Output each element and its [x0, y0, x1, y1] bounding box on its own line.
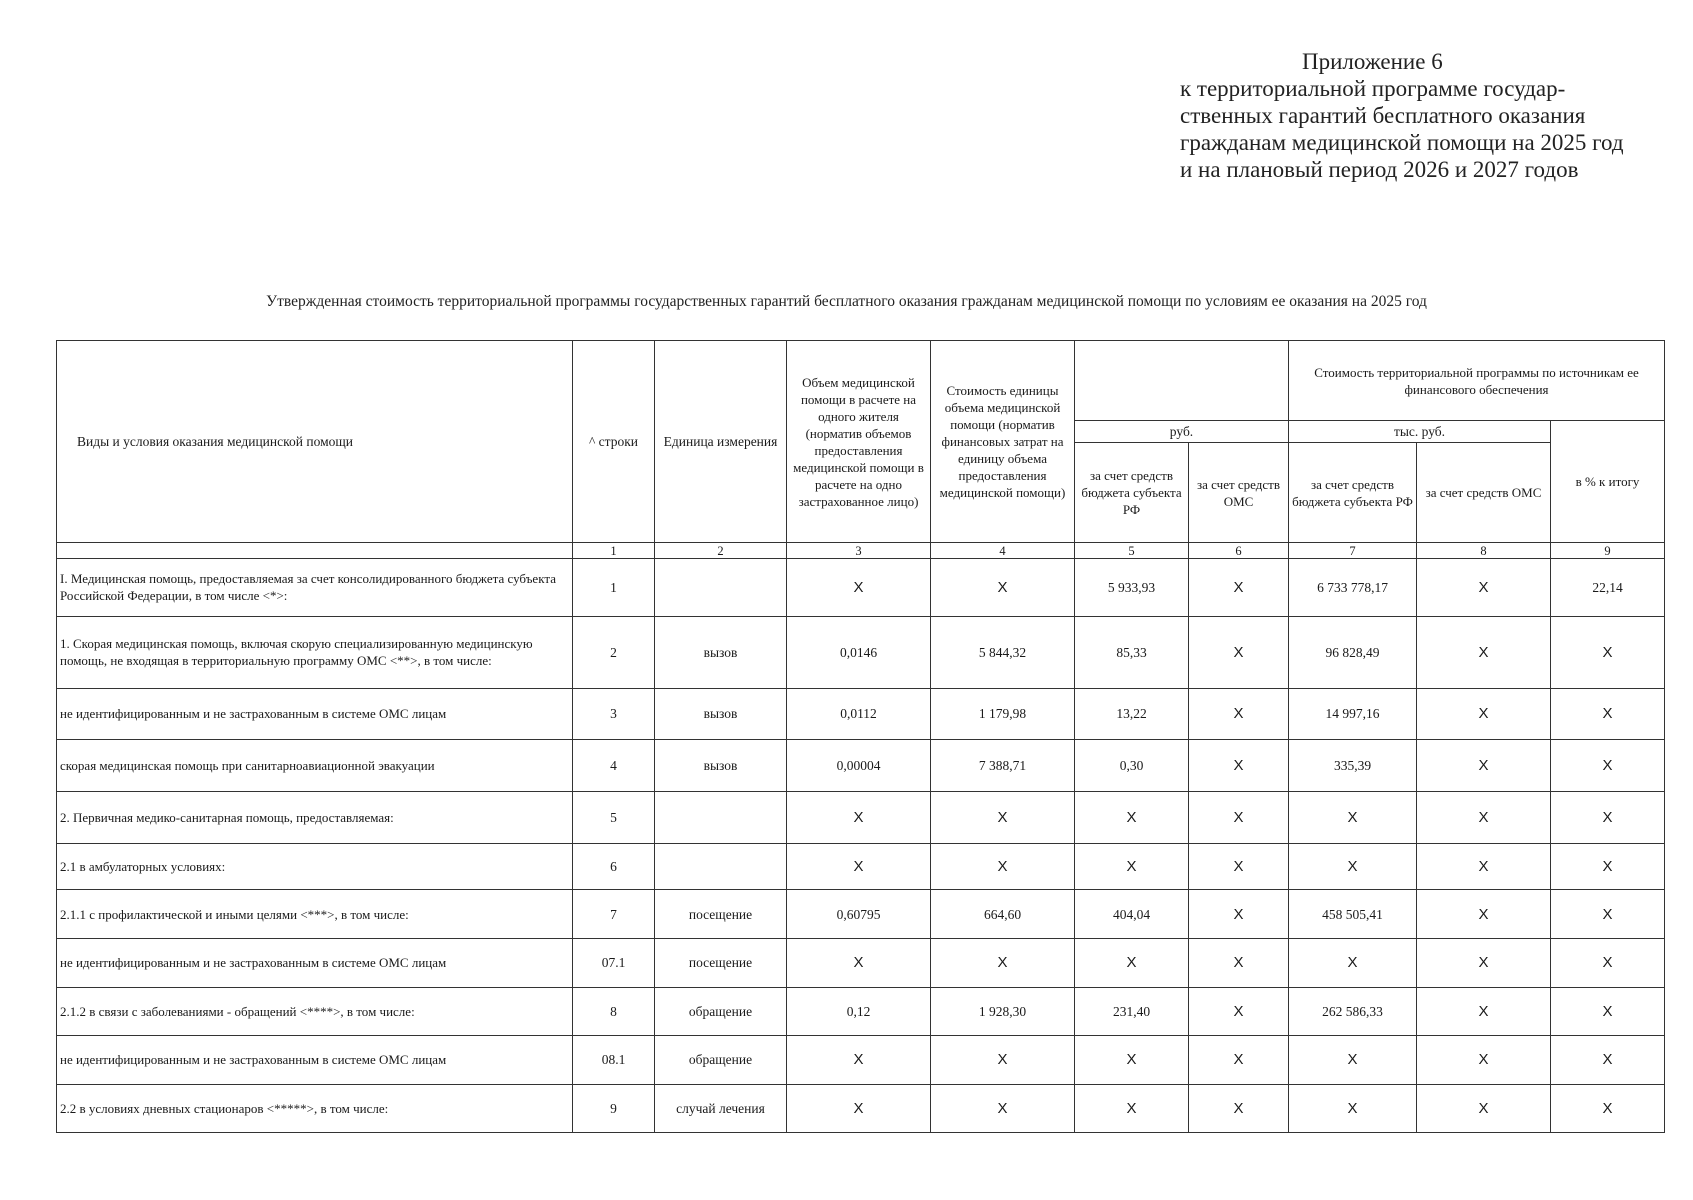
- row-number: 5: [573, 792, 655, 844]
- column-number: 3: [787, 543, 931, 559]
- row-name: 1. Скорая медицинская помощь, включая скорую специализированную медицинскую помощь, не входящая в территориальную программу ОМС <**>, в том числе:: [57, 616, 573, 689]
- row-volume: X: [787, 1084, 931, 1133]
- row-name: не идентифицированным и не застрахованным в системе ОМС лицам: [57, 689, 573, 739]
- row-col7: 335,39: [1289, 739, 1417, 791]
- column-number: [57, 543, 573, 559]
- row-col9: X: [1551, 939, 1665, 987]
- row-col8: X: [1417, 1036, 1551, 1084]
- row-col9: 22,14: [1551, 559, 1665, 617]
- row-col8: X: [1417, 939, 1551, 987]
- row-col6: X: [1189, 616, 1289, 689]
- row-col8: X: [1417, 739, 1551, 791]
- row-col6: X: [1189, 559, 1289, 617]
- row-col7: 96 828,49: [1289, 616, 1417, 689]
- row-col9: X: [1551, 889, 1665, 938]
- row-col9: X: [1551, 616, 1665, 689]
- row-col5: 231,40: [1075, 987, 1189, 1035]
- row-unit-cost: X: [931, 1084, 1075, 1133]
- header-thous-rub: тыс. руб.: [1289, 421, 1551, 443]
- appendix-line: ственных гарантий бесплатного оказания: [1180, 103, 1586, 128]
- row-col8: X: [1417, 616, 1551, 689]
- header-kinds: Виды и условия оказания медицинской помощи: [57, 341, 573, 543]
- row-col6: X: [1189, 739, 1289, 791]
- row-number: 8: [573, 987, 655, 1035]
- row-col9: X: [1551, 792, 1665, 844]
- row-number: 2: [573, 616, 655, 689]
- appendix-block: [1180, 48, 1660, 183]
- row-number: 4: [573, 739, 655, 791]
- row-col7: 14 997,16: [1289, 689, 1417, 739]
- row-col9: X: [1551, 689, 1665, 739]
- table-row: [57, 792, 1665, 844]
- row-col8: X: [1417, 987, 1551, 1035]
- row-col6: X: [1189, 689, 1289, 739]
- appendix-line: и на плановый период 2026 и 2027 годов: [1180, 157, 1579, 182]
- row-col8: X: [1417, 1084, 1551, 1133]
- row-unit: обращение: [655, 1036, 787, 1084]
- row-col8: X: [1417, 559, 1551, 617]
- row-col7: 262 586,33: [1289, 987, 1417, 1035]
- row-name: скорая медицинская помощь при санитарноавиационной эвакуации: [57, 739, 573, 791]
- row-unit-cost: X: [931, 792, 1075, 844]
- row-unit-cost: 1 179,98: [931, 689, 1075, 739]
- row-number: 9: [573, 1084, 655, 1133]
- row-volume: X: [787, 792, 931, 844]
- table-row: [57, 689, 1665, 739]
- header-rub: руб.: [1075, 421, 1289, 443]
- cost-table: [56, 340, 1665, 1133]
- header-per-capita: [1075, 341, 1289, 421]
- header-col8: за счет средств ОМС: [1417, 443, 1551, 543]
- row-name: не идентифицированным и не застрахованным в системе ОМС лицам: [57, 1036, 573, 1084]
- row-col7: X: [1289, 939, 1417, 987]
- table-row: [57, 889, 1665, 938]
- row-col6: X: [1189, 844, 1289, 889]
- row-col7: X: [1289, 1036, 1417, 1084]
- row-unit-cost: X: [931, 939, 1075, 987]
- row-unit: обращение: [655, 987, 787, 1035]
- row-volume: 0,12: [787, 987, 931, 1035]
- column-number: 6: [1189, 543, 1289, 559]
- row-unit-cost: 7 388,71: [931, 739, 1075, 791]
- column-number: 2: [655, 543, 787, 559]
- row-col6: X: [1189, 987, 1289, 1035]
- row-unit: вызов: [655, 616, 787, 689]
- header-volume: Объем медицинской помощи в расчете на одного жителя (норматив объемов предоставления медицинской помощи в расчете на одно застрахованное лицо): [787, 341, 931, 543]
- row-unit-cost: 664,60: [931, 889, 1075, 938]
- row-col6: X: [1189, 1084, 1289, 1133]
- row-volume: X: [787, 1036, 931, 1084]
- row-name: 2.2 в условиях дневных стационаров <*****>, в том числе:: [57, 1084, 573, 1133]
- row-name: 2.1.2 в связи с заболеваниями - обращений <****>, в том числе:: [57, 987, 573, 1035]
- header-unit: Единица измерения: [655, 341, 787, 543]
- table-row: [57, 1084, 1665, 1133]
- row-col8: X: [1417, 689, 1551, 739]
- row-col9: X: [1551, 987, 1665, 1035]
- row-col5: X: [1075, 1036, 1189, 1084]
- table-row: [57, 844, 1665, 889]
- header-unit-cost: Стоимость единицы объема медицинской помощи (норматив финансовых затрат на единицу объема предоставления медицинской помощи): [931, 341, 1075, 543]
- header-col7: за счет средств бюджета субъекта РФ: [1289, 443, 1417, 543]
- table-row: [57, 987, 1665, 1035]
- row-col7: X: [1289, 844, 1417, 889]
- row-col6: X: [1189, 889, 1289, 938]
- row-col8: X: [1417, 889, 1551, 938]
- column-number: 5: [1075, 543, 1189, 559]
- row-number: 6: [573, 844, 655, 889]
- row-number: 08.1: [573, 1036, 655, 1084]
- row-col8: X: [1417, 844, 1551, 889]
- row-unit-cost: X: [931, 1036, 1075, 1084]
- header-col6: за счет средств ОМС: [1189, 443, 1289, 543]
- row-volume: 0,0112: [787, 689, 931, 739]
- row-unit: [655, 844, 787, 889]
- row-col9: X: [1551, 1036, 1665, 1084]
- row-unit: вызов: [655, 739, 787, 791]
- table-row: [57, 939, 1665, 987]
- row-number: 3: [573, 689, 655, 739]
- row-unit-cost: X: [931, 559, 1075, 617]
- row-col5: 404,04: [1075, 889, 1189, 938]
- row-unit: вызов: [655, 689, 787, 739]
- table-row: [57, 559, 1665, 617]
- row-col5: X: [1075, 1084, 1189, 1133]
- row-unit-cost: 1 928,30: [931, 987, 1075, 1035]
- row-unit: [655, 559, 787, 617]
- row-col7: X: [1289, 1084, 1417, 1133]
- row-col5: X: [1075, 792, 1189, 844]
- row-col9: X: [1551, 844, 1665, 889]
- row-col7: X: [1289, 792, 1417, 844]
- row-unit-cost: 5 844,32: [931, 616, 1075, 689]
- row-col8: X: [1417, 792, 1551, 844]
- row-col7: 458 505,41: [1289, 889, 1417, 938]
- row-col9: X: [1551, 739, 1665, 791]
- row-col6: X: [1189, 1036, 1289, 1084]
- table-row: [57, 1036, 1665, 1084]
- row-number: 07.1: [573, 939, 655, 987]
- row-volume: 0,00004: [787, 739, 931, 791]
- row-col5: 85,33: [1075, 616, 1189, 689]
- row-volume: X: [787, 844, 931, 889]
- row-number: 1: [573, 559, 655, 617]
- column-number: 1: [573, 543, 655, 559]
- row-col5: X: [1075, 939, 1189, 987]
- row-col5: 5 933,93: [1075, 559, 1189, 617]
- row-volume: 0,0146: [787, 616, 931, 689]
- header-col5: за счет средств бюджета субъекта РФ: [1075, 443, 1189, 543]
- column-number: 4: [931, 543, 1075, 559]
- row-unit-cost: X: [931, 844, 1075, 889]
- row-col5: 0,30: [1075, 739, 1189, 791]
- appendix-title: Приложение 6: [1302, 49, 1443, 74]
- document-title: Утвержденная стоимость территориальной программы государственных гарантий бесплатного оказания гражданам медицинской помощи по условиям ее оказания на 2025 год: [266, 293, 1427, 310]
- row-unit: посещение: [655, 939, 787, 987]
- row-name: 2. Первичная медико-санитарная помощь, предоставляемая:: [57, 792, 573, 844]
- row-unit: случай лечения: [655, 1084, 787, 1133]
- header-col9: в % к итогу: [1551, 421, 1665, 543]
- row-col9: X: [1551, 1084, 1665, 1133]
- table-row: [57, 616, 1665, 689]
- row-unit: посещение: [655, 889, 787, 938]
- row-name: 2.1.1 с профилактической и иными целями <***>, в том числе:: [57, 889, 573, 938]
- row-volume: X: [787, 939, 931, 987]
- row-col5: 13,22: [1075, 689, 1189, 739]
- header-row-no: ^ строки: [573, 341, 655, 543]
- column-number: 8: [1417, 543, 1551, 559]
- row-name: не идентифицированным и не застрахованным в системе ОМС лицам: [57, 939, 573, 987]
- row-volume: 0,60795: [787, 889, 931, 938]
- row-col6: X: [1189, 792, 1289, 844]
- row-col5: X: [1075, 844, 1189, 889]
- row-volume: X: [787, 559, 931, 617]
- row-number: 7: [573, 889, 655, 938]
- row-name: I. Медицинская помощь, предоставляемая за счет консолидированного бюджета субъекта Российской Федерации, в том числе <*>:: [57, 559, 573, 617]
- column-number: 9: [1551, 543, 1665, 559]
- appendix-line: гражданам медицинской помощи на 2025 год: [1180, 130, 1624, 155]
- appendix-line: к территориальной программе государ-: [1180, 76, 1566, 101]
- header-program-cost: Стоимость территориальной программы по источникам ее финансового обеспечения: [1289, 341, 1665, 421]
- row-name: 2.1 в амбулаторных условиях:: [57, 844, 573, 889]
- table-row: [57, 739, 1665, 791]
- row-unit: [655, 792, 787, 844]
- row-col7: 6 733 778,17: [1289, 559, 1417, 617]
- column-number: 7: [1289, 543, 1417, 559]
- row-col6: X: [1189, 939, 1289, 987]
